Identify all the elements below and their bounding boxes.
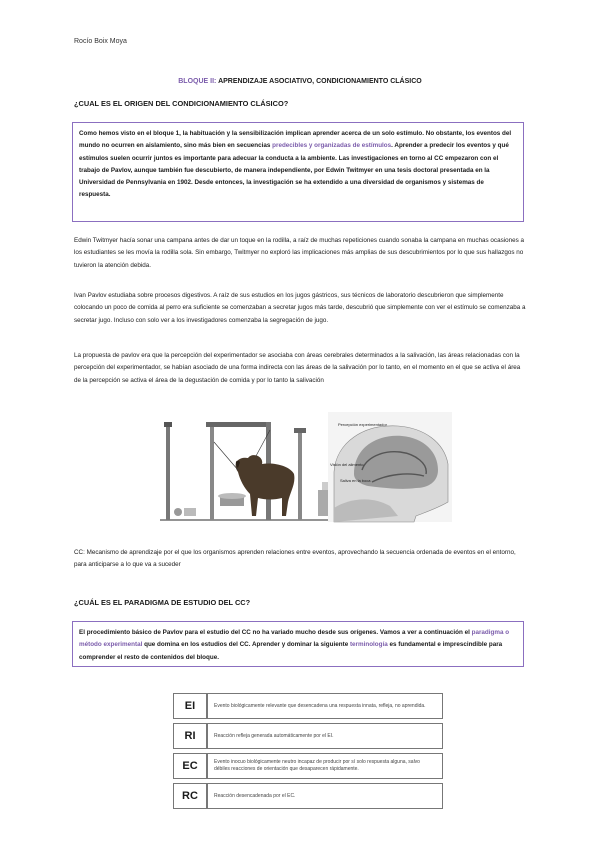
- paradigm-highlight-1: paradigma o método experimental: [79, 629, 510, 649]
- intro-text-2: . Aprender a predecir los eventos y qué estímulos suelen ocurrir juntos es importante para adecuar la conducta a la ambiente. Las investigaciones en torno al CC empezaron con el trabajo de Pavlov, aunque también fue descubierto, de manera independiente, por Edwin Twitmyer en una tesis doctoral presentada en la Universidad de Pennsylvania en 1902. Desde entonces, la investigación se ha extendido a una diversidad de organismos y sistemas de respuesta.: [79, 142, 509, 199]
- section1-heading: ¿CUAL ES EL ORIGEN DEL CONDICIONAMIENTO CLÁSICO?: [74, 99, 289, 108]
- twitmyer-paragraph: Edwin Twitmyer hacía sonar una campana antes de dar un toque en la rodilla, a raíz de muchas repeticiones cuando sonaba la campana en muchas ocasiones a los estudiantes se les movía la rodilla sola. Sin embargo, Twitmyer no exploró las implicaciones más amplias de sus descubrimientos por lo que sus hallazgos no tuvieron la atención debida.: [74, 237, 525, 269]
- block-title: [0, 78, 600, 85]
- term-desc: Evento inocuo biológicamente neutro incapaz de producir por sí solo respuesta alguna, salvo débiles reacciones de orientación que desaparecen rápidamente.: [207, 753, 443, 779]
- brain-association-diagram: [328, 412, 452, 522]
- term-row: [173, 693, 443, 719]
- term-abbr: EI: [173, 693, 207, 719]
- proposal-paragraph: La propuesta de pavlov era que la percepción del experimentador se asociaba con áreas cerebrales determinados a la salivación, las áreas relacionadas con la percepción del experimentador, se habían asociado de una forma indirecta con las áreas de la salivación por lo tanto, en el momento en el que se activa el área de la percepción se activa el área de la degustación de comida y por lo tanto la salivación: [74, 352, 521, 384]
- pavlov-paragraph: Ivan Pavlov estudiaba sobre procesos digestivos. A raíz de sus estudios en los jugos gástricos, sus técnicos de laboratorio descubrieron que simplemente colocando un poco de comida al perro era suficiente se comenzaban a secretar jugos más tarde, descubrió que simplemente con ver el estímulo se comenzaba a secretar jugo. Incluso con solo ver a los investigadores comenzaba la segregación de jugo.: [74, 292, 526, 324]
- term-row: [173, 783, 443, 809]
- term-desc: Reacción refleja generada automáticamente por el EI.: [207, 723, 443, 749]
- figure-label-food-vision: Visión del alimento: [330, 462, 364, 467]
- paradigm-text-3: es fundamental e imprescindible para comprender el resto de contenidos del bloque.: [79, 641, 503, 661]
- block-label: BLOQUE II:: [178, 78, 217, 85]
- intro-box: [72, 122, 524, 222]
- term-row: [173, 753, 443, 779]
- term-desc: Reacción desencadenada por el EC.: [207, 783, 443, 809]
- pavlov-experiment-figure: [158, 412, 454, 532]
- term-abbr: EC: [173, 753, 207, 779]
- intro-text-1: Como hemos visto en el bloque 1, la habituación y la sensibilización implican aprender acerca de un solo estímulo. No obstante, los eventos del mundo no ocurren en aislamiento, sino más bien en secuencias: [79, 130, 512, 150]
- figure-label-perception: Percepción experimentador: [338, 422, 387, 427]
- paradigm-text-2: que domina en los estudios del CC. Aprender y dominar la siguiente: [142, 641, 350, 649]
- term-row: [173, 723, 443, 749]
- author-name: Rocío Boix Moya: [74, 38, 127, 45]
- term-abbr: RC: [173, 783, 207, 809]
- term-abbr: RI: [173, 723, 207, 749]
- figure-label-saliva: Saliva en la boca: [340, 478, 371, 483]
- terminology-table: [173, 689, 443, 813]
- paradigm-box: [72, 621, 524, 667]
- block-title-text: APRENDIZAJE ASOCIATIVO, CONDICIONAMIENTO CLÁSICO: [218, 78, 422, 85]
- paradigm-text-1: El procedimiento básico de Pavlov para el estudio del CC no ha variado mucho desde sus orígenes. Vamos a ver a continuación el: [79, 629, 472, 636]
- term-desc: Evento biológicamente relevante que desencadena una respuesta innata, refleja, no aprendida.: [207, 693, 443, 719]
- intro-highlight: predecibles y organizadas de estímulos: [272, 142, 392, 150]
- cc-definition: CC: Mecanismo de aprendizaje por el que los organismos aprenden relaciones entre eventos, aprovechando la secuencia ordenada de eventos en el entorno, para anticiparse a lo que va a suceder: [74, 549, 516, 569]
- paradigm-highlight-2: terminología: [349, 641, 388, 649]
- section2-heading: ¿CUÁL ES EL PARADIGMA DE ESTUDIO DEL CC?: [74, 598, 251, 607]
